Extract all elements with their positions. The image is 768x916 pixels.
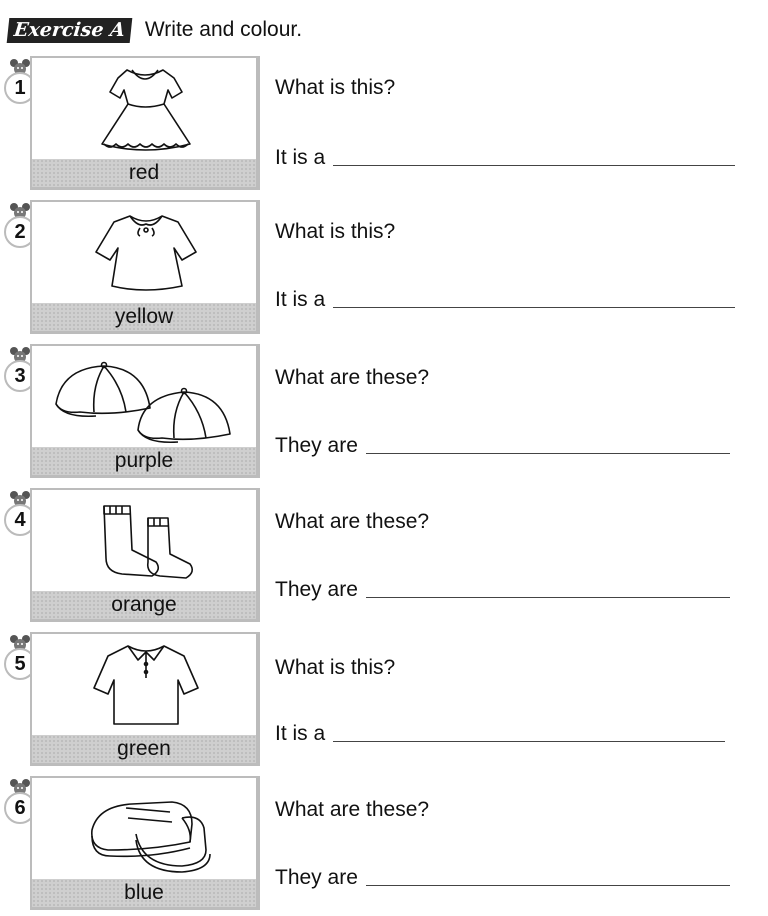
item-number: 3	[4, 360, 36, 392]
answer-blank[interactable]	[333, 165, 735, 166]
answer-prefix: It is a	[275, 722, 326, 745]
item-number: 1	[4, 72, 36, 104]
question-text: What are these?	[275, 510, 430, 533]
picture-card	[30, 488, 260, 622]
exercise-item-1	[0, 56, 768, 196]
picture-card	[30, 56, 260, 190]
question-text: What is this?	[275, 656, 396, 679]
answer-blank[interactable]	[333, 307, 735, 308]
answer-prefix: They are	[275, 578, 358, 601]
exercise-item-4	[0, 488, 768, 628]
answer-blank[interactable]	[366, 597, 730, 598]
question-text: What is this?	[275, 76, 396, 99]
item-number: 2	[4, 216, 36, 248]
item-number: 5	[4, 648, 36, 680]
question-text: What are these?	[275, 798, 430, 821]
caps-icon	[32, 346, 258, 448]
item-number: 6	[4, 792, 36, 824]
picture-card	[30, 776, 260, 910]
exercise-item-2	[0, 200, 768, 340]
answer-blank[interactable]	[366, 885, 730, 886]
exercise-header	[8, 14, 302, 46]
answer-blank[interactable]	[366, 453, 730, 454]
color-label: green	[117, 737, 171, 760]
color-label: orange	[111, 593, 177, 616]
question-text: What is this?	[275, 220, 396, 243]
exercise-item-5	[0, 632, 768, 772]
instruction-text: Write and colour.	[144, 18, 303, 41]
item-number: 4	[4, 504, 36, 536]
shirt-icon	[32, 634, 258, 736]
socks-icon	[32, 490, 258, 592]
answer-prefix: It is a	[275, 146, 326, 169]
answer-prefix: They are	[275, 866, 358, 889]
color-label: blue	[124, 881, 164, 904]
shoes-icon	[32, 778, 258, 880]
color-label: yellow	[114, 305, 174, 328]
answer-prefix: They are	[275, 434, 358, 457]
answer-prefix: It is a	[275, 288, 326, 311]
picture-card	[30, 344, 260, 478]
exercise-badge: Exercise A	[7, 18, 132, 43]
question-text: What are these?	[275, 366, 430, 389]
picture-card	[30, 200, 260, 334]
blouse-icon	[32, 202, 258, 304]
answer-row	[275, 146, 735, 170]
dress-icon	[32, 58, 258, 160]
color-label: red	[128, 161, 160, 184]
answer-row	[275, 578, 730, 602]
exercise-item-6	[0, 776, 768, 916]
color-label: purple	[114, 449, 174, 472]
answer-row	[275, 288, 735, 312]
answer-row	[275, 866, 730, 890]
answer-blank[interactable]	[333, 741, 725, 742]
answer-row	[275, 722, 725, 746]
picture-card	[30, 632, 260, 766]
exercise-item-3	[0, 344, 768, 484]
answer-row	[275, 434, 730, 458]
